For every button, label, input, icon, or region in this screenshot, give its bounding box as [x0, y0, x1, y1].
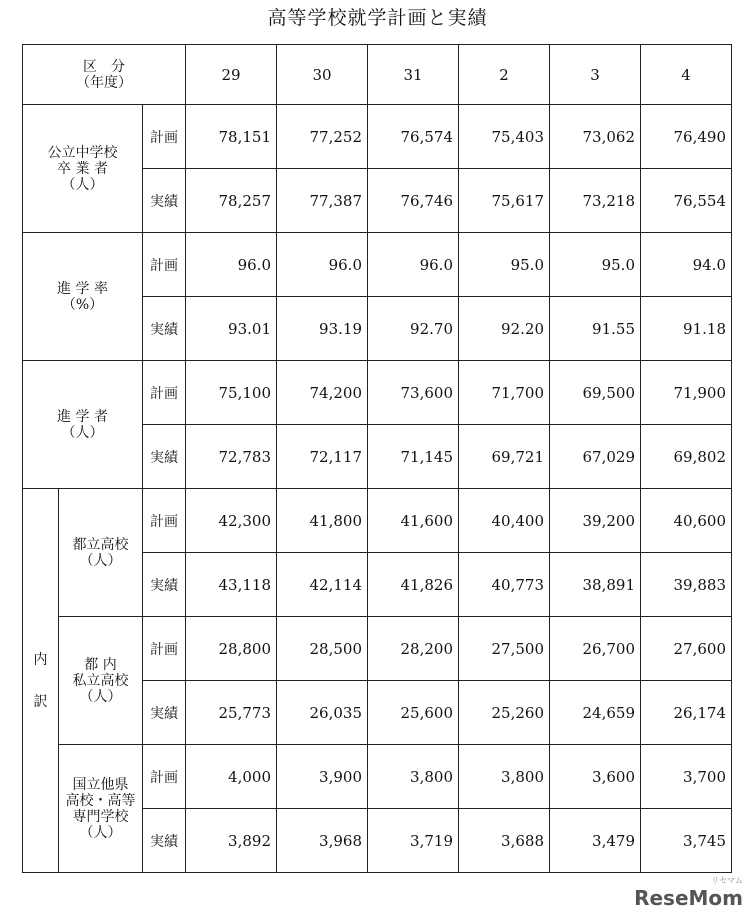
- value-cell: 94.0: [641, 233, 732, 297]
- resemom-logo: ReseMom: [634, 886, 743, 910]
- actual-label: 実績: [143, 681, 186, 745]
- value-cell: 26,700: [550, 617, 641, 681]
- value-cell: 3,968: [277, 809, 368, 873]
- value-cell: 4,000: [186, 745, 277, 809]
- value-cell: 24,659: [550, 681, 641, 745]
- value-cell: 3,745: [641, 809, 732, 873]
- uchiwake-char: 訳: [33, 693, 48, 710]
- value-cell: 76,574: [368, 105, 459, 169]
- category-label-line: 都立高校: [72, 536, 129, 553]
- value-cell: 96.0: [186, 233, 277, 297]
- value-cell: 26,174: [641, 681, 732, 745]
- table-row: [23, 617, 732, 681]
- value-cell: 92.70: [368, 297, 459, 361]
- category-header-line2: （年度）: [76, 74, 132, 91]
- value-cell: 91.55: [550, 297, 641, 361]
- value-cell: 27,600: [641, 617, 732, 681]
- category-header-line1: 区 分: [83, 58, 125, 75]
- category-label-line: 進 学 者: [57, 408, 108, 425]
- value-cell: 71,700: [459, 361, 550, 425]
- value-cell: 72,117: [277, 425, 368, 489]
- value-cell: 41,600: [368, 489, 459, 553]
- value-cell: 42,114: [277, 553, 368, 617]
- value-cell: 28,200: [368, 617, 459, 681]
- value-cell: 91.18: [641, 297, 732, 361]
- category-label-line: （人）: [79, 824, 122, 841]
- plan-label: 計画: [143, 489, 186, 553]
- enrollment-table: [22, 44, 732, 873]
- category-label-line: 高校・高等: [65, 792, 136, 809]
- value-cell: 73,218: [550, 169, 641, 233]
- value-cell: 93.19: [277, 297, 368, 361]
- value-cell: 75,403: [459, 105, 550, 169]
- value-cell: 3,688: [459, 809, 550, 873]
- category-label-line: （人）: [61, 176, 104, 193]
- value-cell: 69,721: [459, 425, 550, 489]
- value-cell: 3,479: [550, 809, 641, 873]
- year-header: 31: [368, 45, 459, 105]
- category-label-line: （人）: [79, 552, 122, 569]
- category-label-line: （人）: [79, 688, 122, 705]
- category-label-line: 卒 業 者: [57, 160, 108, 177]
- value-cell: 67,029: [550, 425, 641, 489]
- value-cell: 72,783: [186, 425, 277, 489]
- uchiwake-char: 内: [33, 651, 48, 668]
- value-cell: 77,252: [277, 105, 368, 169]
- category-label: [23, 233, 143, 361]
- year-header: 2: [459, 45, 550, 105]
- table-row: [23, 233, 732, 297]
- value-cell: 3,900: [277, 745, 368, 809]
- actual-label: 実績: [143, 297, 186, 361]
- value-cell: 41,826: [368, 553, 459, 617]
- category-label-line: 公立中学校: [47, 144, 118, 161]
- value-cell: 3,800: [459, 745, 550, 809]
- category-label-line: 進 学 率: [57, 280, 108, 297]
- value-cell: 96.0: [368, 233, 459, 297]
- value-cell: 69,802: [641, 425, 732, 489]
- value-cell: 73,600: [368, 361, 459, 425]
- table-row: [23, 361, 732, 425]
- value-cell: 39,883: [641, 553, 732, 617]
- value-cell: 3,719: [368, 809, 459, 873]
- actual-label: 実績: [143, 425, 186, 489]
- year-header: 30: [277, 45, 368, 105]
- value-cell: 3,892: [186, 809, 277, 873]
- header-row: [23, 45, 732, 105]
- value-cell: 38,891: [550, 553, 641, 617]
- uchiwake-label: [23, 489, 59, 873]
- value-cell: 28,800: [186, 617, 277, 681]
- value-cell: 95.0: [459, 233, 550, 297]
- category-label: [59, 489, 143, 617]
- actual-label: 実績: [143, 809, 186, 873]
- value-cell: 69,500: [550, 361, 641, 425]
- value-cell: 41,800: [277, 489, 368, 553]
- value-cell: 3,800: [368, 745, 459, 809]
- table-row: [23, 745, 732, 809]
- value-cell: 76,746: [368, 169, 459, 233]
- value-cell: 25,600: [368, 681, 459, 745]
- value-cell: 25,773: [186, 681, 277, 745]
- value-cell: 40,773: [459, 553, 550, 617]
- actual-label: 実績: [143, 553, 186, 617]
- value-cell: 93.01: [186, 297, 277, 361]
- value-cell: 95.0: [550, 233, 641, 297]
- category-label-line: 都 内: [84, 656, 117, 673]
- value-cell: 73,062: [550, 105, 641, 169]
- table-row: [23, 105, 732, 169]
- actual-label: 実績: [143, 169, 186, 233]
- plan-label: 計画: [143, 361, 186, 425]
- plan-label: 計画: [143, 617, 186, 681]
- category-header: [23, 45, 186, 105]
- category-label-line: （人）: [61, 424, 104, 441]
- value-cell: 43,118: [186, 553, 277, 617]
- plan-label: 計画: [143, 233, 186, 297]
- year-header: 4: [641, 45, 732, 105]
- value-cell: 40,400: [459, 489, 550, 553]
- value-cell: 78,151: [186, 105, 277, 169]
- year-header: 29: [186, 45, 277, 105]
- value-cell: 3,700: [641, 745, 732, 809]
- table-row: [23, 489, 732, 553]
- value-cell: 27,500: [459, 617, 550, 681]
- value-cell: 40,600: [641, 489, 732, 553]
- value-cell: 96.0: [277, 233, 368, 297]
- value-cell: 75,100: [186, 361, 277, 425]
- watermark-sub: リセマム: [711, 876, 743, 885]
- category-label-line: （%）: [61, 296, 104, 313]
- value-cell: 74,200: [277, 361, 368, 425]
- value-cell: 25,260: [459, 681, 550, 745]
- value-cell: 76,490: [641, 105, 732, 169]
- category-label: [23, 105, 143, 233]
- category-label: [23, 361, 143, 489]
- value-cell: 78,257: [186, 169, 277, 233]
- value-cell: 77,387: [277, 169, 368, 233]
- value-cell: 71,900: [641, 361, 732, 425]
- value-cell: 26,035: [277, 681, 368, 745]
- category-label-line: 国立他県: [72, 776, 129, 793]
- value-cell: 3,600: [550, 745, 641, 809]
- value-cell: 71,145: [368, 425, 459, 489]
- plan-label: 計画: [143, 745, 186, 809]
- value-cell: 28,500: [277, 617, 368, 681]
- category-label-line: 私立高校: [72, 672, 129, 689]
- year-header: 3: [550, 45, 641, 105]
- value-cell: 39,200: [550, 489, 641, 553]
- page-title: 高等学校就学計画と実績: [267, 7, 488, 29]
- value-cell: 76,554: [641, 169, 732, 233]
- value-cell: 75,617: [459, 169, 550, 233]
- value-cell: 92.20: [459, 297, 550, 361]
- category-label: [59, 617, 143, 745]
- category-label: [59, 745, 143, 873]
- value-cell: 42,300: [186, 489, 277, 553]
- category-label-line: 専門学校: [72, 808, 129, 825]
- plan-label: 計画: [143, 105, 186, 169]
